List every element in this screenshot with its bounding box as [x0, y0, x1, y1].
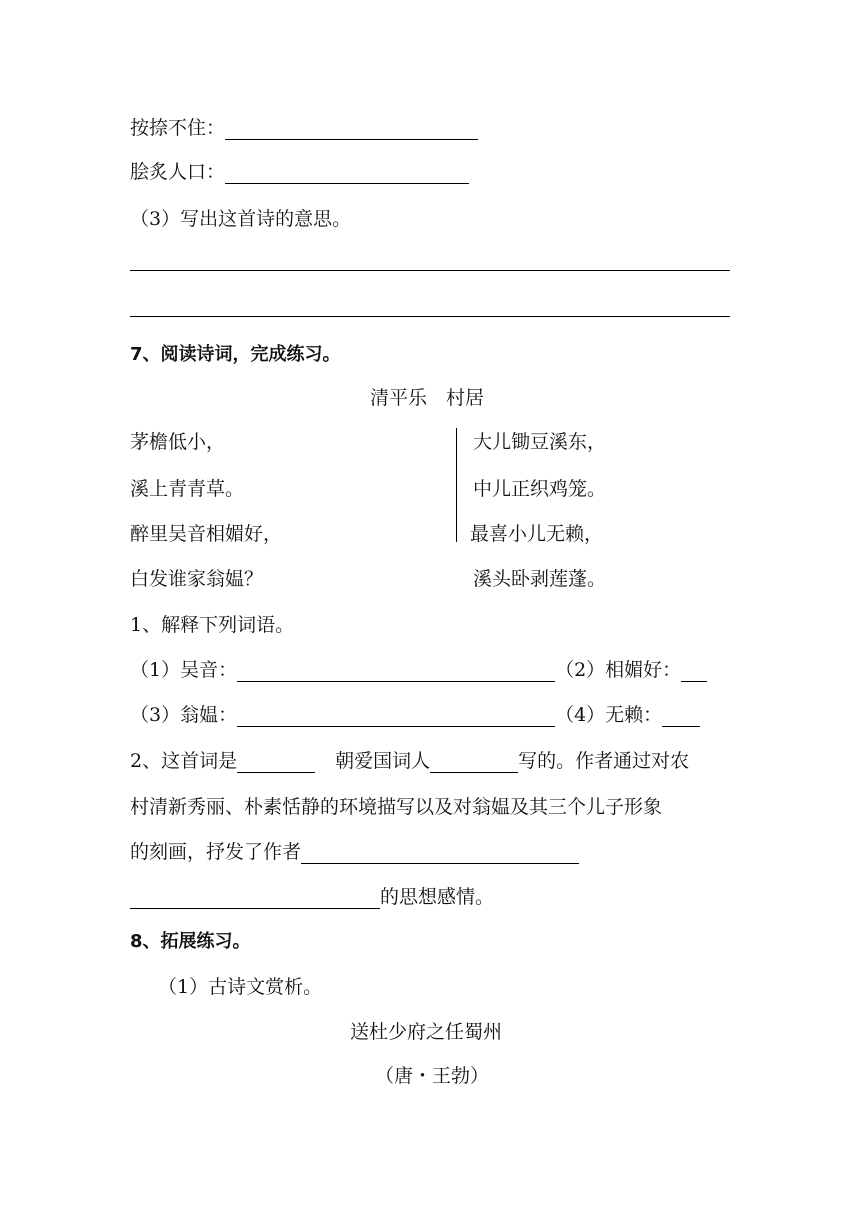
answer-line-1[interactable] — [130, 270, 730, 271]
poem2-title: 送杜少府之任蜀州 — [350, 1021, 503, 1043]
answer-blank-feeling-1[interactable] — [301, 843, 579, 864]
poem-right-line-4: 溪头卧剥莲蓬。 — [473, 568, 607, 590]
poem-divider — [456, 428, 457, 542]
answer-line-2[interactable] — [130, 316, 730, 317]
term-kuaizhi-label: 脍炙人口： — [130, 160, 469, 184]
poem-left-line-2: 溪上青青草。 — [130, 478, 245, 500]
poem-left-line-4: 白发谁家翁媪？ — [130, 568, 264, 590]
term-anbu-label: 按捺不住： — [130, 116, 478, 140]
answer-blank-anbu[interactable] — [225, 119, 478, 140]
term-row-1: （1）吴音： （2）相媚好： — [130, 658, 707, 682]
answer-blank-feeling-2[interactable] — [130, 888, 380, 909]
task-2-line-2: 村清新秀丽、朴素恬静的环境描写以及对翁媪及其三个儿子形象 — [130, 796, 663, 818]
sub-question-3: （3）写出这首诗的意思。 — [130, 208, 352, 230]
q8-heading: 8、拓展练习。 — [130, 931, 251, 952]
answer-blank-poet[interactable] — [430, 752, 518, 773]
answer-blank-wulai[interactable] — [662, 706, 700, 727]
poem-title: 清平乐 村居 — [370, 387, 485, 409]
answer-blank-kuaizhi[interactable] — [225, 163, 469, 184]
poem-left-line-1: 茅檐低小， — [130, 431, 226, 453]
poem-right-line-3: 最喜小儿无赖， — [470, 523, 604, 545]
poem2-author: （唐・王勃） — [375, 1065, 490, 1087]
answer-blank-wengao[interactable] — [237, 706, 555, 727]
task-2-line-1: 2、这首词是 朝爱国词人 写的。作者通过对农 — [130, 750, 690, 772]
task-1-heading: 1、解释下列词语。 — [130, 614, 295, 636]
answer-blank-xiangmeihao[interactable] — [681, 661, 707, 682]
poem-right-line-2: 中儿正织鸡笼。 — [473, 478, 607, 500]
task-2-line-3: 的刻画，抒发了作者 — [130, 840, 579, 864]
answer-blank-dynasty[interactable] — [237, 752, 315, 773]
answer-blank-wuyin[interactable] — [237, 661, 555, 682]
poem-left-line-3: 醉里吴音相媚好， — [130, 523, 283, 545]
poem-right-line-1: 大儿锄豆溪东， — [473, 431, 607, 453]
task-2-line-4: 的思想感情。 — [130, 885, 494, 909]
q7-heading: 7、阅读诗词，完成练习。 — [130, 344, 341, 365]
q8-sub-1: （1）古诗文赏析。 — [158, 976, 323, 998]
term-row-2: （3）翁媪： （4）无赖： — [130, 703, 700, 727]
